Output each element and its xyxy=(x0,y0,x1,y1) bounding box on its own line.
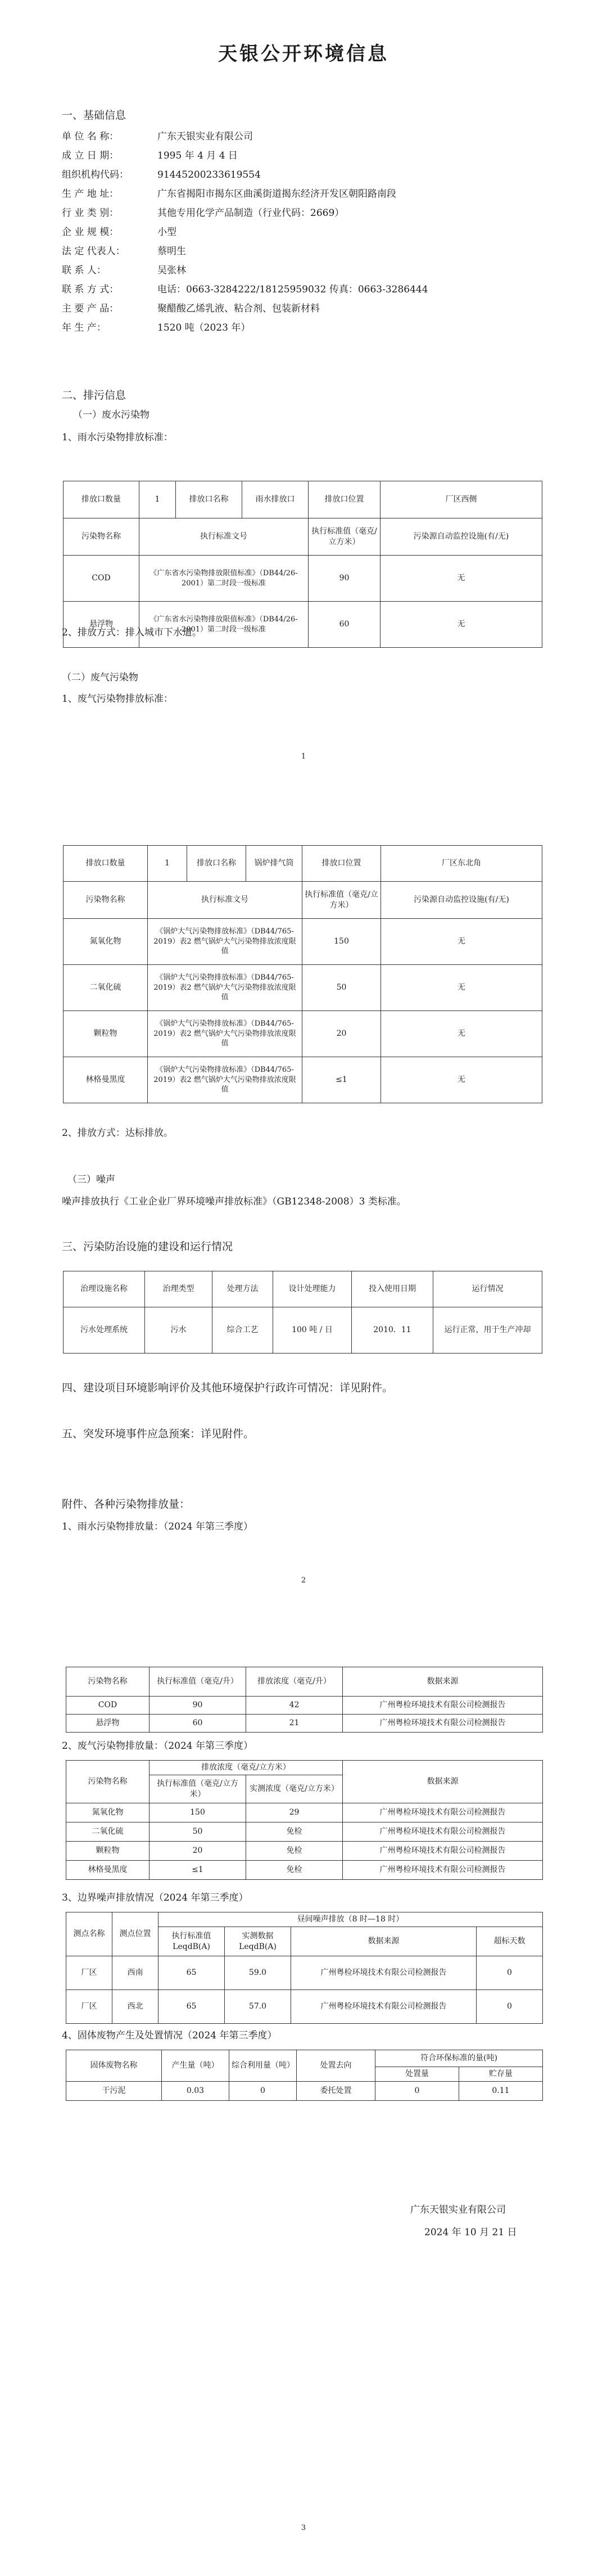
noise-subheading: （三）噪声 xyxy=(67,1174,115,1185)
table-cell: 150 xyxy=(302,919,381,965)
info-value: 其他专用化学产品制造（行业代码：2669） xyxy=(157,207,345,219)
info-row xyxy=(62,262,186,276)
table-header: 污染源自动监控设施(有/无) xyxy=(380,518,542,556)
table-cell: 150 xyxy=(150,1803,246,1822)
solid-waste-table xyxy=(66,2050,543,2101)
page-number: 1 xyxy=(301,752,306,761)
info-row xyxy=(62,147,238,161)
table-cell: 广州粤检环境技术有限公司检测报告 xyxy=(343,1842,543,1861)
table-cell: 0 xyxy=(477,1990,543,2024)
table-cell: 广州粤检环境技术有限公司检测报告 xyxy=(343,1822,543,1842)
info-value: 蔡明生 xyxy=(157,246,186,257)
table-cell: 广州粤检环境技术有限公司检测报告 xyxy=(291,1990,477,2024)
table-cell: 无 xyxy=(380,556,542,602)
info-value: 电话：0663-3284222/18125959032 传真：0663-3286444 xyxy=(157,284,428,295)
info-value: 广东天银实业有限公司 xyxy=(157,131,253,142)
info-value: 小型 xyxy=(157,227,176,238)
table-cell: 65 xyxy=(158,1956,225,1990)
table-cell: 排放口数量 xyxy=(64,481,139,518)
facilities-table xyxy=(63,1271,542,1354)
info-row xyxy=(62,205,344,219)
table-cell: 《广东省水污染物排放限值标准》（DB44/26-2001）第二时段一级标准 xyxy=(139,556,309,602)
info-value: 91445200233619554 xyxy=(157,169,261,181)
section-basic-info-heading: 一、基础信息 xyxy=(62,109,126,121)
table-header: 执行标准值（毫克/升） xyxy=(150,1667,246,1697)
table-cell: 排放口位置 xyxy=(302,846,381,882)
table-header: 固体废物名称 xyxy=(66,2050,162,2082)
table-header: 处置量 xyxy=(375,2067,459,2082)
info-label: 主 要 产 品： xyxy=(62,303,119,314)
table-header: 测点位置 xyxy=(112,1912,158,1956)
table-header: 治理设施名称 xyxy=(64,1271,145,1307)
table-cell: 排放口位置 xyxy=(309,481,380,518)
table-cell: 42 xyxy=(246,1697,343,1715)
info-label: 单 位 名 称： xyxy=(62,131,119,142)
table-cell: 21 xyxy=(246,1715,343,1733)
table-cell: 厂区西侧 xyxy=(380,481,542,518)
table-cell: 无 xyxy=(381,1057,542,1103)
table-cell: 免检 xyxy=(246,1842,343,1861)
info-value: 聚醋酸乙烯乳液、粘合剂、包装新材料 xyxy=(157,303,320,314)
table-cell: 林格曼黑度 xyxy=(66,1861,150,1880)
table-cell: 悬浮物 xyxy=(64,602,139,648)
table-cell: 厂区东北角 xyxy=(381,846,542,882)
table-cell: 0.11 xyxy=(459,2082,543,2101)
section-emergency-heading: 五、突发环境事件应急预案：详见附件。 xyxy=(62,1428,255,1440)
table-header: 综合利用量（吨） xyxy=(229,2050,297,2082)
table-cell: 西南 xyxy=(112,1956,158,1990)
info-value: 吴张林 xyxy=(157,265,186,276)
table-header: 执行标准值（毫克/立方米） xyxy=(302,882,381,919)
table-cell: 《锅炉大气污染物排放标准》（DB44/765-2019）表2 燃气锅炉大气污染物排放浓度限值 xyxy=(148,1011,302,1057)
table-cell: 50 xyxy=(150,1822,246,1842)
table-header: 治理类型 xyxy=(145,1271,212,1307)
table-cell: 广州粤检环境技术有限公司检测报告 xyxy=(343,1861,543,1880)
table-header: 污染物名称 xyxy=(64,882,148,919)
rain-discharge-table xyxy=(66,1667,543,1733)
table-header: 产生量（吨） xyxy=(162,2050,229,2082)
table-header: 处理方法 xyxy=(212,1271,273,1307)
rain-discharge-method: 2、排放方式：排入城市下水道。 xyxy=(62,627,202,638)
annex-solid-label: 4、固体废物产生及处置情况（2024 年第三季度） xyxy=(62,2030,277,2041)
table-cell: 29 xyxy=(246,1803,343,1822)
table-header: 执行标准文号 xyxy=(148,882,302,919)
info-row xyxy=(62,300,320,314)
annex-heading: 附件、各种污染物排放量： xyxy=(62,1498,191,1510)
gas-discharge-method: 2、排放方式：达标排放。 xyxy=(62,1127,173,1139)
info-row xyxy=(62,243,186,257)
table-cell: 厂区 xyxy=(66,1990,112,2024)
table-cell: 100 吨 / 日 xyxy=(273,1307,352,1354)
section-discharge-heading: 二、排污信息 xyxy=(62,389,126,401)
table-cell: 广州粤检环境技术有限公司检测报告 xyxy=(343,1803,543,1822)
page-title: 天银公开环境信息 xyxy=(218,43,389,65)
info-row xyxy=(62,224,176,238)
info-row xyxy=(62,319,250,333)
table-cell: 1 xyxy=(139,481,176,518)
info-label: 组织机构代码： xyxy=(62,169,129,181)
info-label: 年 生 产： xyxy=(62,322,106,333)
annex-gas-label: 2、废气污染物排放量：（2024 年第三季度） xyxy=(62,1740,253,1752)
table-cell: 《锅炉大气污染物排放标准》（DB44/765-2019）表2 燃气锅炉大气污染物排放浓度限值 xyxy=(148,965,302,1011)
table-cell: 0 xyxy=(375,2082,459,2101)
info-value: 1520 吨（2023 年） xyxy=(157,322,251,333)
table-cell: 60 xyxy=(309,602,380,648)
table-cell: 无 xyxy=(381,1011,542,1057)
table-cell: 无 xyxy=(381,965,542,1011)
table-cell: 57.0 xyxy=(225,1990,291,2024)
table-cell: 1 xyxy=(148,846,187,882)
page-number: 3 xyxy=(301,2524,306,2532)
info-row xyxy=(62,186,396,200)
table-cell: 2010．11 xyxy=(352,1307,433,1354)
table-cell: 二氧化硫 xyxy=(66,1822,150,1842)
table-header: 污染物名称 xyxy=(66,1667,150,1697)
table-cell: 0 xyxy=(477,1956,543,1990)
table-header: 污染物名称 xyxy=(66,1761,150,1803)
info-label: 行 业 类 别： xyxy=(62,207,119,219)
table-cell: 无 xyxy=(380,602,542,648)
table-cell: 广州粤检环境技术有限公司检测报告 xyxy=(291,1956,477,1990)
table-header: 贮存量 xyxy=(459,2067,543,2082)
gas-discharge-table xyxy=(66,1760,543,1880)
table-cell: 广州粤检环境技术有限公司检测报告 xyxy=(343,1697,543,1715)
table-cell: 颗粒物 xyxy=(64,1011,148,1057)
table-header: 数据来源 xyxy=(291,1927,477,1956)
table-cell: 无 xyxy=(381,919,542,965)
table-header: 数据来源 xyxy=(343,1761,543,1803)
table-cell: 厂区 xyxy=(66,1956,112,1990)
table-cell: 排放口数量 xyxy=(64,846,148,882)
table-cell: 污水处理系统 xyxy=(64,1307,145,1354)
page-number: 2 xyxy=(301,1576,306,1585)
table-cell: 0.03 xyxy=(162,2082,229,2101)
table-cell: 免检 xyxy=(246,1861,343,1880)
table-header: 执行标准值（毫克/立方米） xyxy=(309,518,380,556)
table-cell: 59.0 xyxy=(225,1956,291,1990)
section-eia-heading: 四、建设项目环境影响评价及其他环境保护行政许可情况：详见附件。 xyxy=(62,1382,393,1394)
table-header: 测点名称 xyxy=(66,1912,112,1956)
info-label: 法 定 代表人： xyxy=(62,246,125,257)
rain-standard-table xyxy=(63,481,542,648)
info-label: 联 系 人： xyxy=(62,265,106,276)
noise-table xyxy=(66,1912,543,2024)
info-label: 成 立 日 期： xyxy=(62,150,119,161)
table-cell: COD xyxy=(64,556,139,602)
info-label: 企 业 规 模： xyxy=(62,227,119,238)
gas-standard-label: 1、废气污染物排放标准： xyxy=(62,693,173,705)
table-header: 运行情况 xyxy=(433,1271,542,1307)
table-cell: 60 xyxy=(150,1715,246,1733)
table-header: 昼间噪声排放（8 时—18 时） xyxy=(158,1912,543,1927)
table-cell: 20 xyxy=(302,1011,381,1057)
table-cell: 90 xyxy=(150,1697,246,1715)
table-header: 排放浓度（毫克/升） xyxy=(246,1667,343,1697)
info-value: 广东省揭阳市揭东区曲溪街道揭东经济开发区朝阳路南段 xyxy=(157,188,396,200)
table-header: 投入使用日期 xyxy=(352,1271,433,1307)
info-label: 生 产 地 址： xyxy=(62,188,119,200)
table-header: 处置去向 xyxy=(297,2050,375,2082)
rain-standard-label: 1、雨水污染物排放标准： xyxy=(62,432,173,443)
table-cell: 0 xyxy=(229,2082,297,2101)
table-cell: 颗粒物 xyxy=(66,1842,150,1861)
info-row xyxy=(62,128,253,142)
annex-rain-label: 1、雨水污染物排放量：（2024 年第三季度） xyxy=(62,1521,253,1532)
table-cell: 氮氧化物 xyxy=(66,1803,150,1822)
table-header: 设计处理能力 xyxy=(273,1271,352,1307)
noise-standard-text: 噪声排放执行《工业企业厂界环境噪声排放标准》（GB12348-2008）3 类标准。 xyxy=(62,1196,406,1207)
table-header: 实测浓度（毫克/立方米） xyxy=(246,1775,343,1803)
table-cell: 广州粤检环境技术有限公司检测报告 xyxy=(343,1715,543,1733)
table-cell: 免检 xyxy=(246,1822,343,1842)
table-cell: 悬浮物 xyxy=(66,1715,150,1733)
table-header: 数据来源 xyxy=(343,1667,543,1697)
table-cell: 综合工艺 xyxy=(212,1307,273,1354)
table-header: 符合环保标准的量(吨) xyxy=(375,2050,543,2067)
table-cell: 排放口名称 xyxy=(187,846,246,882)
table-header: 执行标准值 LeqdB(A) xyxy=(158,1927,225,1956)
annex-noise-label: 3、边界噪声排放情况（2024 年第三季度） xyxy=(62,1892,248,1903)
table-header: 超标天数 xyxy=(477,1927,543,1956)
signature-company: 广东天银实业有限公司 xyxy=(410,2204,506,2216)
table-header: 执行标准文号 xyxy=(139,518,309,556)
signature-date: 2024 年 10 月 21 日 xyxy=(424,2227,517,2238)
table-header: 排放浓度（毫克/立方米） xyxy=(150,1761,343,1775)
table-cell: 《广东省水污染物排放限值标准》（DB44/26-2001）第二时段一级标准 xyxy=(139,602,309,648)
table-cell: 运行正常，用于生产冲却 xyxy=(433,1307,542,1354)
table-cell: 排放口名称 xyxy=(176,481,242,518)
table-cell: 《锅炉大气污染物排放标准》（DB44/765-2019）表2 燃气锅炉大气污染物排放浓度限值 xyxy=(148,1057,302,1103)
table-cell: 20 xyxy=(150,1842,246,1861)
waste-gas-subheading: （二）废气污染物 xyxy=(62,672,138,683)
gas-standard-table xyxy=(63,845,542,1103)
section-facilities-heading: 三、污染防治设施的建设和运行情况 xyxy=(62,1240,233,1253)
table-cell: 氮氧化物 xyxy=(64,919,148,965)
table-header: 污染物名称 xyxy=(64,518,139,556)
table-cell: ≤1 xyxy=(150,1861,246,1880)
table-cell: 50 xyxy=(302,965,381,1011)
table-cell: COD xyxy=(66,1697,150,1715)
table-cell: 委托处置 xyxy=(297,2082,375,2101)
table-cell: 干污泥 xyxy=(66,2082,162,2101)
table-cell: 污水 xyxy=(145,1307,212,1354)
table-cell: 锅炉排气筒 xyxy=(246,846,302,882)
wastewater-subheading: （一）废水污染物 xyxy=(73,409,150,421)
table-cell: 雨水排放口 xyxy=(242,481,309,518)
info-label: 联 系 方 式： xyxy=(62,284,119,295)
info-value: 1995 年 4 月 4 日 xyxy=(157,150,238,161)
table-cell: 90 xyxy=(309,556,380,602)
info-row xyxy=(62,166,261,181)
table-header: 污染源自动监控设施(有/无) xyxy=(381,882,542,919)
info-row xyxy=(62,281,428,295)
table-cell: 65 xyxy=(158,1990,225,2024)
table-cell: 《锅炉大气污染物排放标准》（DB44/765-2019）表2 燃气锅炉大气污染物排放浓度限值 xyxy=(148,919,302,965)
table-header: 实测数据 LeqdB(A) xyxy=(225,1927,291,1956)
table-cell: 西北 xyxy=(112,1990,158,2024)
table-cell: 二氧化硫 xyxy=(64,965,148,1011)
table-cell: 林格曼黑度 xyxy=(64,1057,148,1103)
table-cell: ≤1 xyxy=(302,1057,381,1103)
table-header: 执行标准值（毫克/立方米） xyxy=(150,1775,246,1803)
